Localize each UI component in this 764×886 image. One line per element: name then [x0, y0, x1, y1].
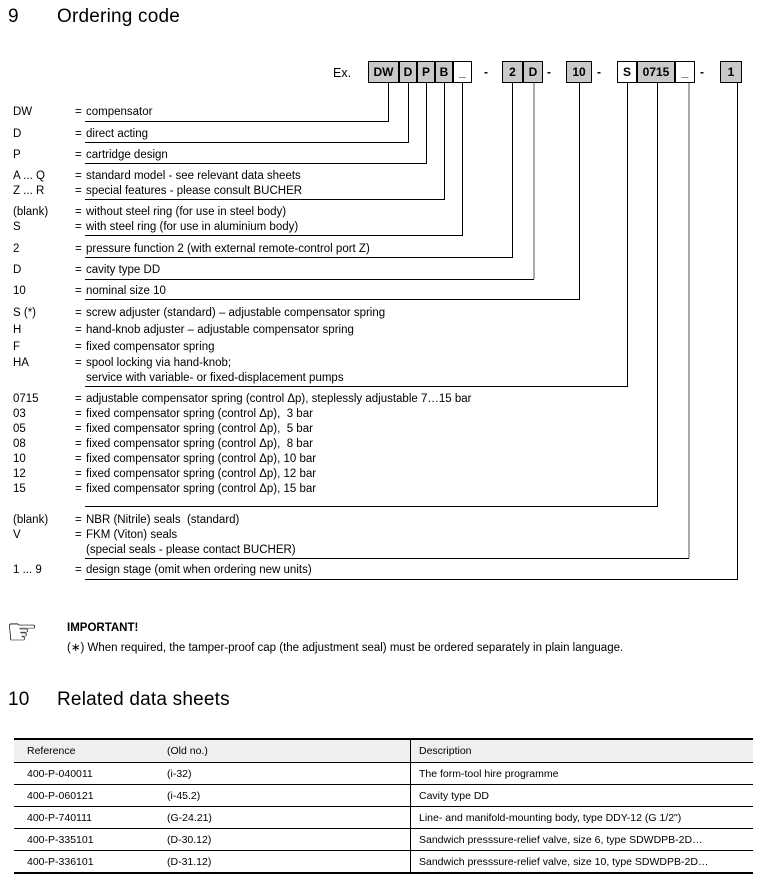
legend-description: standard model - see relevant data sheets: [86, 170, 301, 182]
section-9-heading: [8, 6, 180, 28]
connector-line-vertical: [426, 83, 427, 163]
connector-line-vertical: [533, 83, 535, 279]
code-box-DW: DW: [368, 61, 399, 83]
equals-sign: =: [75, 393, 82, 405]
legend-code: 03: [13, 408, 26, 420]
legend-description: adjustable compensator spring (control Δp), steplessly adjustable 7…15 bar: [86, 393, 472, 405]
cell-reference: 400-P-336101: [14, 851, 165, 874]
legend-code: DW: [13, 106, 33, 118]
connector-line-vertical: [388, 83, 389, 121]
table-row: [14, 829, 753, 851]
equals-sign: =: [75, 357, 82, 369]
legend-code: 12: [13, 468, 26, 480]
legend-code: 05: [13, 423, 26, 435]
connector-line-underline: [85, 235, 463, 236]
connector-line-vertical: [657, 83, 658, 506]
legend-code: (blank): [13, 206, 49, 218]
connector-line-underline: [85, 163, 427, 164]
table-row: [14, 851, 753, 874]
legend-description: spool locking via hand-knob;: [86, 357, 232, 369]
equals-sign: =: [75, 453, 82, 465]
equals-sign: =: [75, 264, 82, 276]
connector-line-vertical: [688, 83, 690, 558]
legend-description: fixed compensator spring (control Δp), 8 bar: [86, 438, 313, 450]
table-header-description: Description: [411, 739, 754, 763]
legend-description: screw adjuster (standard) – adjustable compensator spring: [86, 307, 386, 319]
legend-description-line2: service with variable- or fixed-displacement pumps: [86, 372, 344, 384]
legend-description: fixed compensator spring (control Δp), 12 bar: [86, 468, 317, 480]
important-note: (∗) When required, the tamper-proof cap (the adjustment seal) must be ordered separately in plain language.: [67, 642, 624, 654]
table-row: [14, 807, 753, 829]
table-row: [14, 763, 753, 785]
table-header-old-no: (Old no.): [165, 739, 411, 763]
connector-line-vertical: [512, 83, 513, 257]
code-box-0715: 0715: [637, 61, 675, 83]
cell-description: Sandwich presssure-relief valve, size 10, type SDWDPB-2D…: [411, 851, 754, 874]
connector-line-underline: [85, 506, 658, 507]
legend-description: fixed compensator spring (control Δp), 3 bar: [86, 408, 313, 420]
equals-sign: =: [75, 564, 82, 576]
legend-description: fixed compensator spring (control Δp), 15 bar: [86, 483, 317, 495]
cell-description: Line- and manifold-mounting body, type DDY-12 (G 1/2"): [411, 807, 754, 829]
legend-code: A ... Q: [13, 170, 45, 182]
equals-sign: =: [75, 514, 82, 526]
code-box-1: 1: [720, 61, 742, 83]
legend-code: 2: [13, 243, 20, 255]
legend-code: 1 ... 9: [13, 564, 42, 576]
legend-description: design stage (omit when ordering new units): [86, 564, 312, 576]
legend-code: Z ... R: [13, 185, 45, 197]
legend-code: S (*): [13, 307, 36, 319]
equals-sign: =: [75, 483, 82, 495]
cell-old-no: (D-30.12): [165, 829, 411, 851]
connector-line-vertical: [408, 83, 409, 142]
connector-line-vertical: [627, 83, 628, 386]
section-10-heading: [8, 689, 230, 711]
equals-sign: =: [75, 307, 82, 319]
equals-sign: =: [75, 243, 82, 255]
equals-sign: =: [75, 170, 82, 182]
legend-code: V: [13, 529, 21, 541]
equals-sign: =: [75, 324, 82, 336]
legend-code: 0715: [13, 393, 39, 405]
connector-line-underline: [85, 579, 738, 580]
legend-code: 08: [13, 438, 26, 450]
equals-sign: =: [75, 221, 82, 233]
legend-description: without steel ring (for use in steel body): [86, 206, 287, 218]
equals-sign: =: [75, 423, 82, 435]
equals-sign: =: [75, 438, 82, 450]
legend-description: fixed compensator spring: [86, 341, 215, 353]
legend-description-line2: (special seals - please contact BUCHER): [86, 544, 296, 556]
cell-description: Sandwich presssure-relief valve, size 6, type SDWDPB-2D…: [411, 829, 754, 851]
section-9-number: 9: [8, 6, 19, 27]
legend-code: HA: [13, 357, 29, 369]
legend-code: D: [13, 128, 22, 140]
connector-line-vertical: [579, 83, 580, 299]
legend-description: with steel ring (for use in aluminium body): [86, 221, 299, 233]
legend-description: compensator: [86, 106, 153, 118]
connector-line-underline: [85, 279, 534, 280]
code-box-10: 10: [566, 61, 592, 83]
legend-code: P: [13, 149, 21, 161]
legend-code: H: [13, 324, 22, 336]
cell-old-no: (G-24.21): [165, 807, 411, 829]
cell-reference: 400-P-040011: [14, 763, 165, 785]
connector-line-vertical: [462, 83, 463, 235]
legend-description: cavity type DD: [86, 264, 161, 276]
cell-old-no: (i-32): [165, 763, 411, 785]
equals-sign: =: [75, 285, 82, 297]
code-box-P: P: [417, 61, 435, 83]
related-data-sheets-table: [14, 738, 753, 874]
equals-sign: =: [75, 206, 82, 218]
legend-description: direct acting: [86, 128, 149, 140]
equals-sign: =: [75, 341, 82, 353]
legend-description: hand-knob adjuster – adjustable compensator spring: [86, 324, 354, 336]
legend-description: nominal size 10: [86, 285, 166, 297]
equals-sign: =: [75, 106, 82, 118]
code-box-2: 2: [502, 61, 523, 83]
connector-line-vertical: [737, 83, 738, 579]
cell-old-no: (i-45.2): [165, 785, 411, 807]
legend-code: F: [13, 341, 21, 353]
code-separator: -: [700, 65, 704, 79]
cell-reference: 400-P-335101: [14, 829, 165, 851]
table-header-row: [14, 739, 753, 763]
connector-line-vertical: [444, 83, 445, 199]
code-box-B: B: [435, 61, 453, 83]
legend-description: fixed compensator spring (control Δp), 10 bar: [86, 453, 317, 465]
connector-line-underline: [85, 257, 513, 258]
legend-description: cartridge design: [86, 149, 168, 161]
equals-sign: =: [75, 185, 82, 197]
table-header-reference: Reference: [14, 739, 165, 763]
code-box-D: D: [399, 61, 417, 83]
equals-sign: =: [75, 408, 82, 420]
legend-code: D: [13, 264, 22, 276]
legend-code: S: [13, 221, 21, 233]
connector-line-underline: [85, 386, 628, 387]
code-box-D: D: [523, 61, 543, 83]
connector-line-underline: [85, 299, 580, 300]
connector-line-underline: [85, 121, 389, 122]
code-separator: -: [547, 65, 551, 79]
connector-line-underline: [85, 199, 445, 200]
legend-code: 15: [13, 483, 26, 495]
important-title: IMPORTANT!: [67, 622, 139, 634]
legend-code: 10: [13, 285, 26, 297]
cell-reference: 400-P-740111: [14, 807, 165, 829]
code-separator: -: [484, 65, 488, 79]
code-box-S: S: [617, 61, 637, 83]
equals-sign: =: [75, 149, 82, 161]
cell-reference: 400-P-060121: [14, 785, 165, 807]
cell-description: Cavity type DD: [411, 785, 754, 807]
section-10-title: Related data sheets: [57, 689, 230, 710]
section-9-title: Ordering code: [57, 6, 181, 27]
cell-old-no: (D-31.12): [165, 851, 411, 874]
pointing-hand-icon: ☞: [6, 611, 39, 652]
equals-sign: =: [75, 529, 82, 541]
code-separator: -: [597, 65, 601, 79]
legend-description: fixed compensator spring (control Δp), 5 bar: [86, 423, 313, 435]
legend-description: FKM (Viton) seals: [86, 529, 178, 541]
equals-sign: =: [75, 468, 82, 480]
legend-code: 10: [13, 453, 26, 465]
cell-description: The form-tool hire programme: [411, 763, 754, 785]
equals-sign: =: [75, 128, 82, 140]
legend-description: pressure function 2 (with external remote-control port Z): [86, 243, 370, 255]
legend-description: special features - please consult BUCHER: [86, 185, 303, 197]
code-box-_: _: [675, 61, 695, 83]
legend-description: NBR (Nitrile) seals (standard): [86, 514, 240, 526]
example-label: Ex.: [333, 66, 352, 80]
table-row: [14, 785, 753, 807]
legend-code: (blank): [13, 514, 49, 526]
code-box-_: _: [453, 61, 472, 83]
connector-line-underline: [85, 142, 409, 143]
section-10-number: 10: [8, 689, 30, 710]
connector-line-underline: [85, 558, 689, 559]
